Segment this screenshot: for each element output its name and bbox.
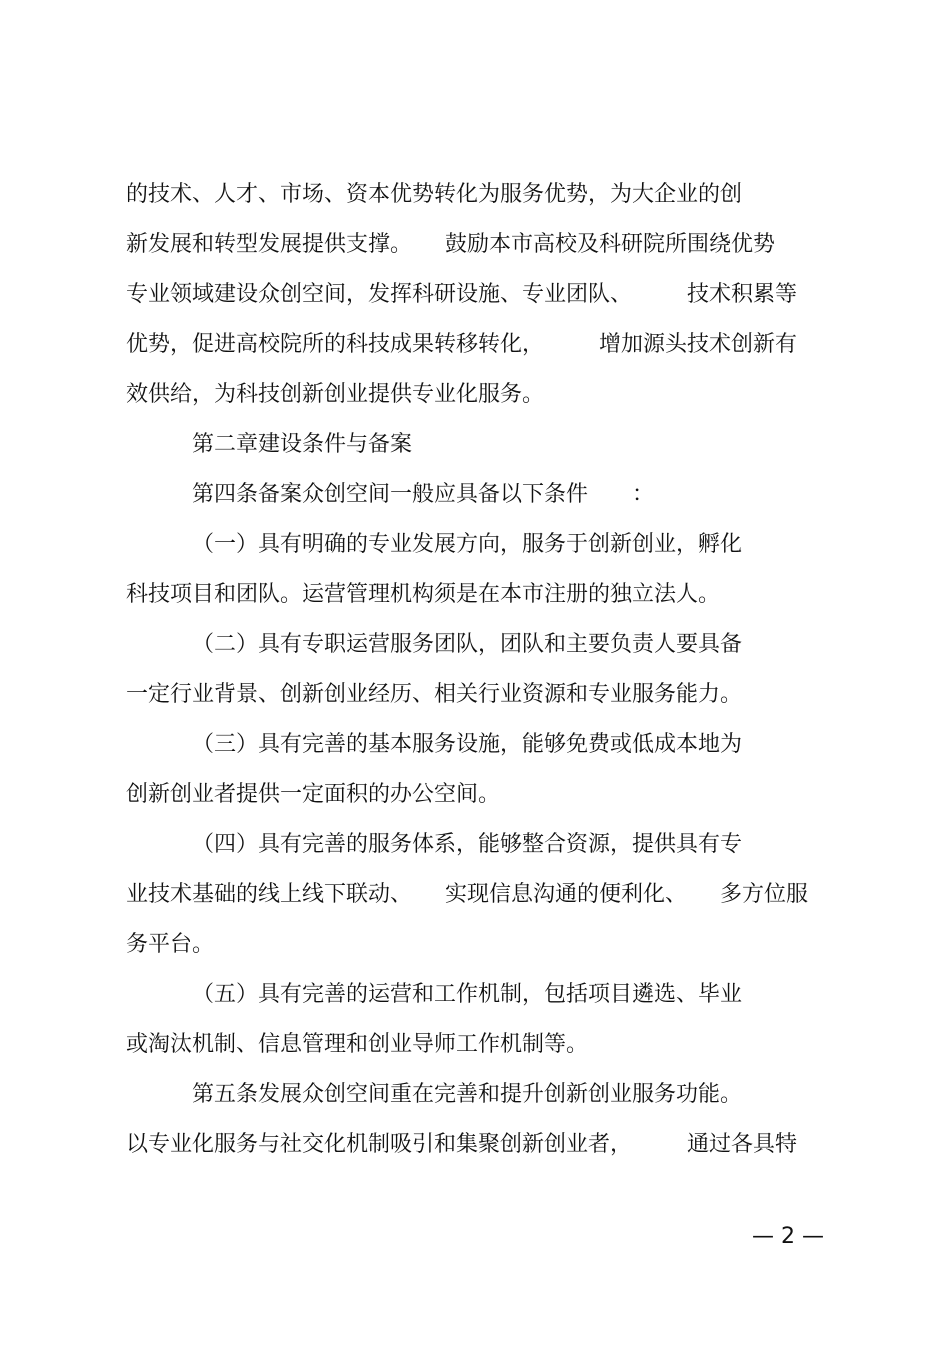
paragraph-line-1: 的技术、人才、市场、资本优势转化为服务优势，为大企业的创 — [126, 182, 743, 207]
clause-1-line-2: 科技项目和团队。运营管理机构须是在本市注册的独立法人。 — [126, 582, 721, 607]
chapter-heading: 第二章建设条件与备案 — [192, 432, 413, 457]
paragraph-line-4: 优势，促进高校院所的科技成果转移转化， 增加源头技术创新有 — [126, 332, 798, 357]
clause-5-line-2: 或淘汰机制、信息管理和创业导师工作机制等。 — [126, 1032, 589, 1057]
paragraph-line-2: 新发展和转型发展提供支撑。 鼓励本市高校及科研院所围绕优势 — [126, 232, 776, 257]
clause-3-line-2: 创新创业者提供一定面积的办公空间。 — [126, 782, 501, 807]
clause-1-line-1: （一）具有明确的专业发展方向，服务于创新创业，孵化 — [192, 532, 743, 557]
clause-4-line-1: （四）具有完善的服务体系，能够整合资源，提供具有专 — [192, 832, 743, 857]
paragraph-line-3: 专业领域建设众创空间，发挥科研设施、专业团队、 技术积累等 — [126, 282, 798, 307]
clause-4-line-3: 务平台。 — [126, 932, 215, 957]
clause-2-line-2: 一定行业背景、创新创业经历、相关行业资源和专业服务能力。 — [126, 682, 743, 707]
article-five-line-1: 第五条发展众创空间重在完善和提升创新创业服务功能。 — [192, 1082, 743, 1107]
clause-5-line-1: （五）具有完善的运营和工作机制，包括项目遴选、毕业 — [192, 982, 743, 1007]
paragraph-line-5: 效供给，为科技创新创业提供专业化服务。 — [126, 382, 545, 407]
clause-2-line-1: （二）具有专职运营服务团队，团队和主要负责人要具备 — [192, 632, 743, 657]
page-number: — 2 — — [752, 1224, 824, 1249]
article-five-line-2: 以专业化服务与社交化机制吸引和集聚创新创业者， 通过各具特 — [126, 1132, 798, 1157]
clause-3-line-1: （三）具有完善的基本服务设施，能够免费或低成本地为 — [192, 732, 743, 757]
clause-4-line-2: 业技术基础的线上线下联动、 实现信息沟通的便利化、 多方位服 — [126, 882, 809, 907]
article-four-heading: 第四条备案众创空间一般应具备以下条件 ： — [192, 482, 655, 507]
